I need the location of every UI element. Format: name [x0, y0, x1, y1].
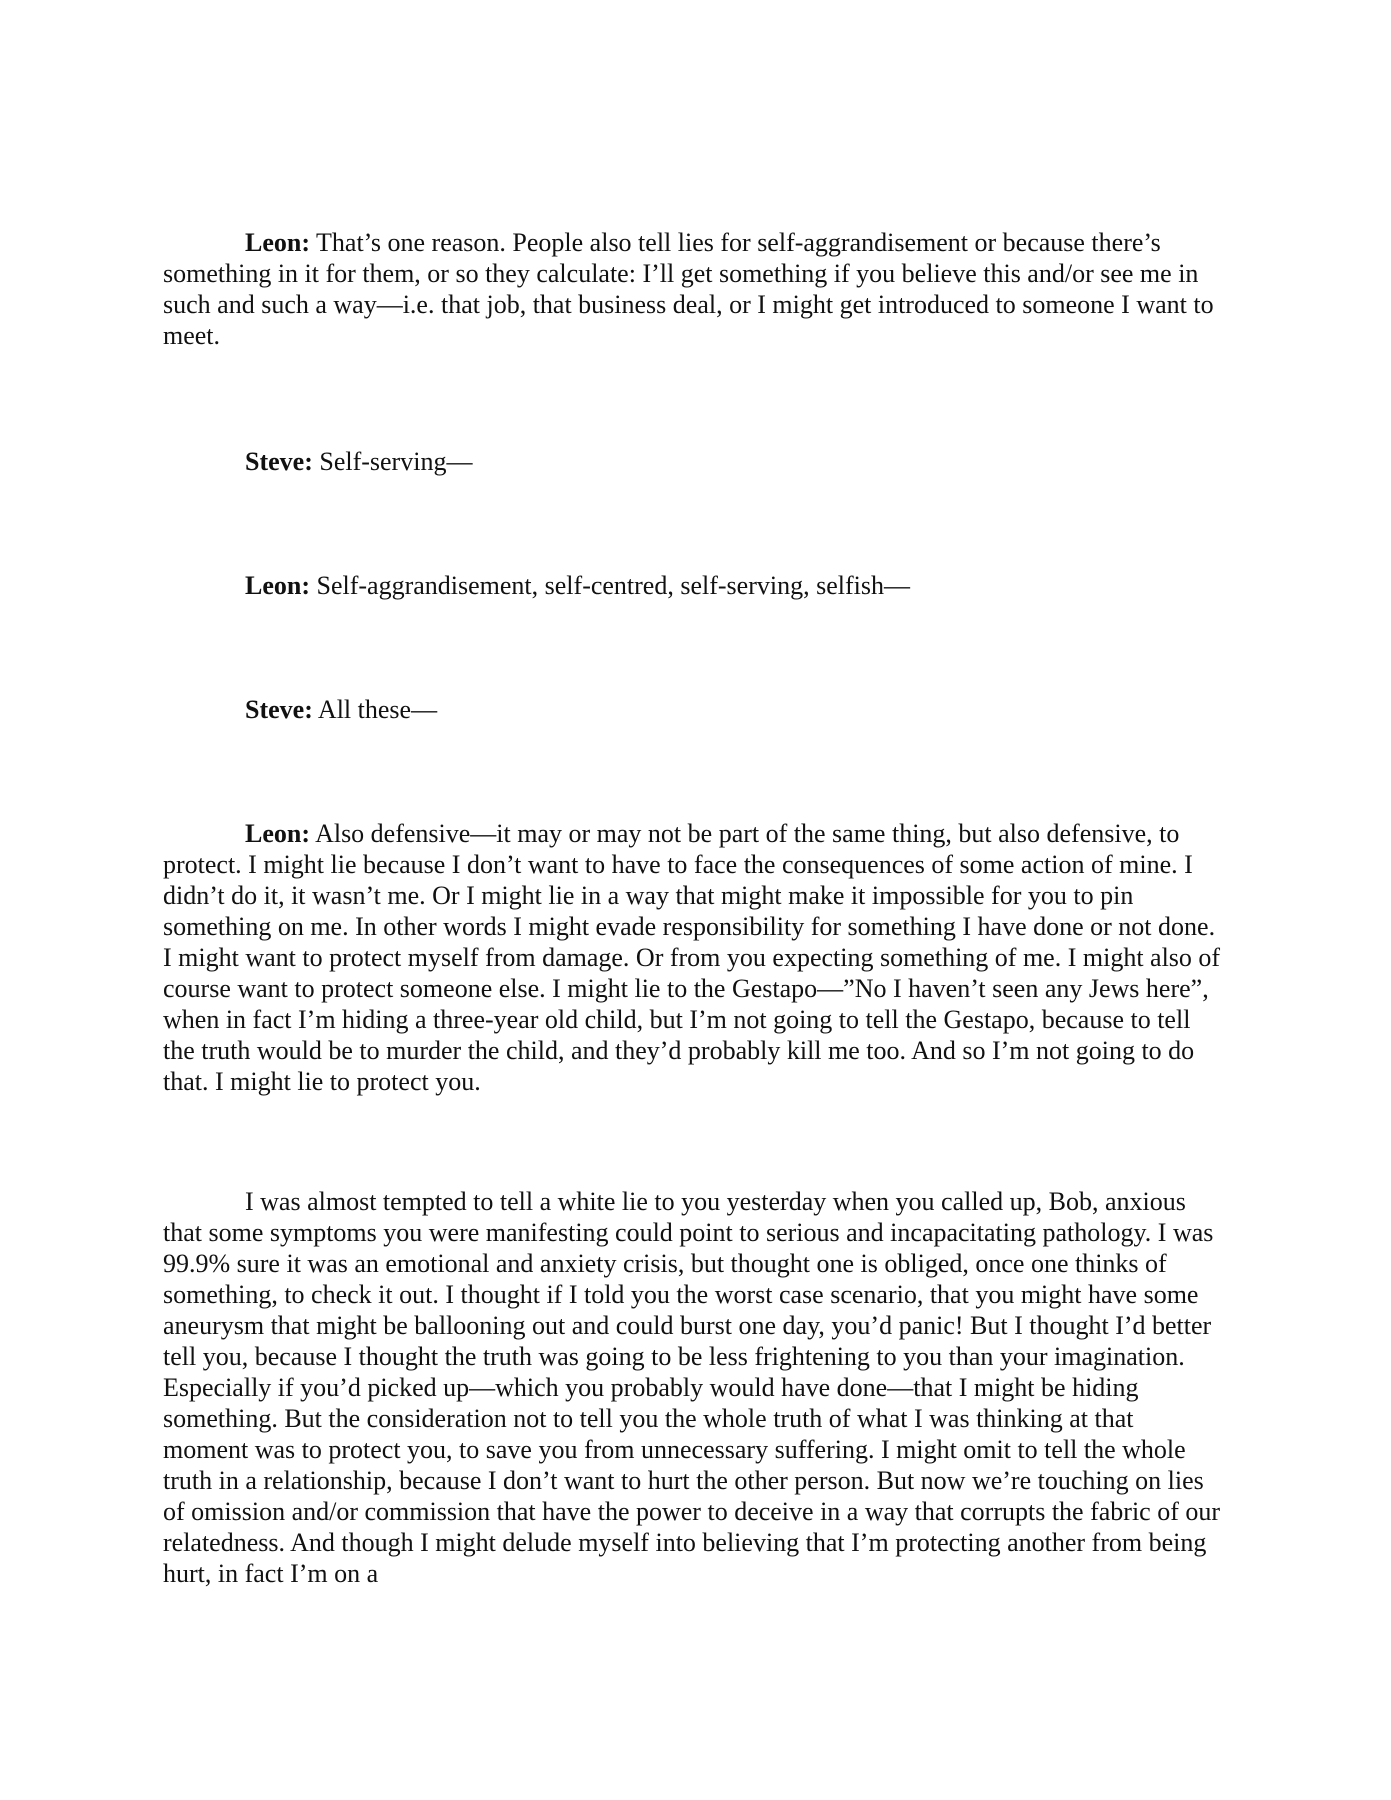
paragraph-text: Self-aggrandisement, self-centred, self-serving, selfish— — [310, 571, 910, 600]
paragraph-text: I was almost tempted to tell a white lie to you yesterday when you called up, Bob, anxious that some symptoms you were manifesting could point to serious and incapacitating pathology. I was 99.9% sure it was an emotional and anxiety crisis, but thought one is obliged, once one thinks of something, to check it out. I thought if I told you the worst case scenario, that you might have some aneurysm that might be ballooning out and could burst one day, you’d panic! But I thought I’d better tell you, because I thought the truth was going to be less frightening to you than your imagination. Especially if you’d picked up—which you probably would have done—that I might be hiding something. But the consideration not to tell you the whole truth of what I was thinking at that moment was to protect you, to save you from unnecessary suffering. I might omit to tell the whole truth in a relationship, because I don’t want to hurt the other person. But now we’re touching on lies of omission and/or commission that have the power to deceive in a way that corrupts the fabric of our relatedness. And though I might delude myself into believing that I’m protecting another from being hurt, in fact I’m on a — [163, 1187, 1221, 1588]
dialogue-paragraph — [163, 818, 1223, 1097]
dialogue-paragraph — [163, 694, 1223, 725]
speaker-name: Leon: — [245, 228, 310, 257]
paragraph-text: That’s one reason. People also tell lies for self-aggrandisement or because there’s something in it for them, or so they calculate: I’ll get something if you believe this and/or see me in such and such a way—i.e. that job, that business deal, or I might get introduced to someone I want to meet. — [163, 228, 1214, 350]
dialogue-paragraph — [163, 446, 1223, 477]
dialogue-paragraph — [163, 227, 1223, 351]
speaker-name: Steve: — [245, 447, 313, 476]
speaker-name: Leon: — [245, 819, 310, 848]
speaker-name: Steve: — [245, 695, 313, 724]
paragraph-text: All these— — [312, 695, 438, 724]
dialogue-paragraph — [163, 570, 1223, 601]
speaker-name: Leon: — [245, 571, 310, 600]
paragraph-text: Also defensive—it may or may not be part of the same thing, but also defensive, to protect. I might lie because I don’t want to have to face the consequences of some action of mine. I didn’t do it, it wasn’t me. Or I might lie in a way that might make it impossible for you to pin something on me. In other words I might evade responsibility for something I have done or not done. I might want to protect myself from damage. Or from you expecting something of me. I might also of course want to protect someone else. I might lie to the Gestapo—”No I haven’t seen any Jews here”, when in fact I’m hiding a three-year old child, but I’m not going to tell the Gestapo, because to tell the truth would be to murder the child, and they’d probably kill me too. And so I’m not going to do that. I might lie to protect you. — [163, 819, 1221, 1096]
body-paragraph — [163, 1186, 1223, 1589]
paragraph-text: Self-serving— — [312, 447, 473, 476]
